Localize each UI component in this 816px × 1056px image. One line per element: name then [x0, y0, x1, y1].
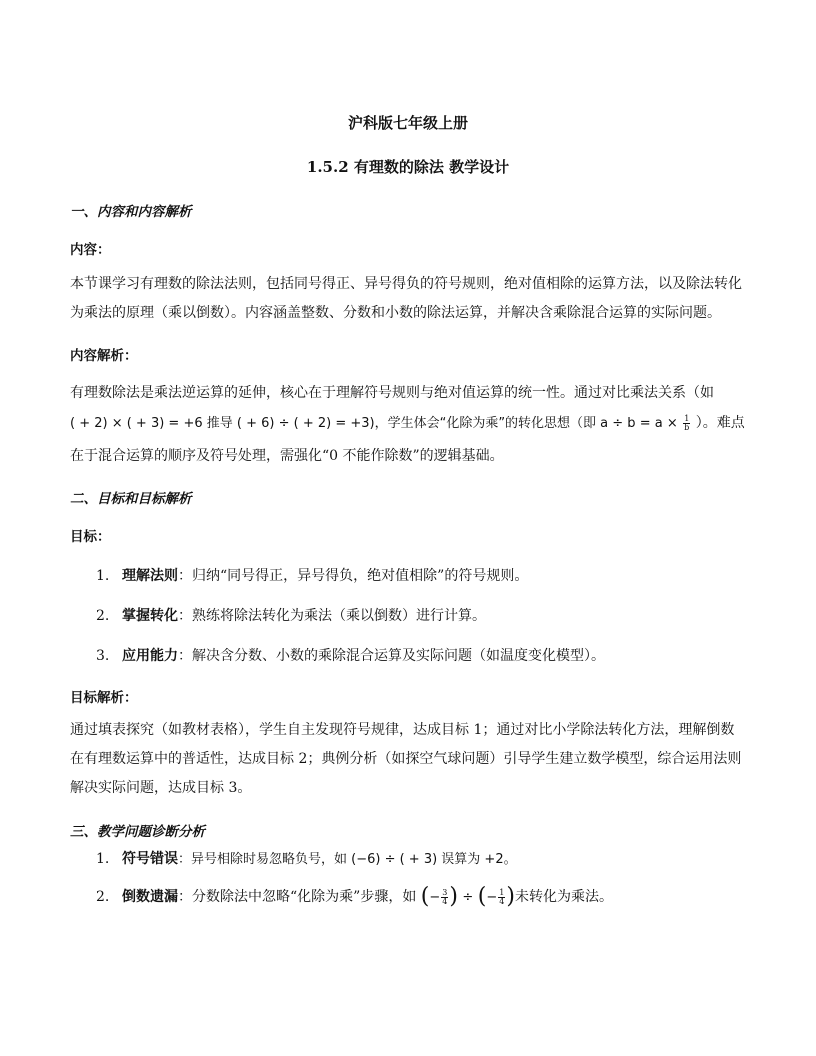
diagnosis-item-text: ：异号相除时易忽略负号，如 (−6) ÷ ( + 3) 误算为 +2。	[178, 852, 517, 867]
list-number: 1.	[96, 568, 110, 584]
analysis-line-2-tail: ）。难点	[695, 415, 745, 431]
diagnosis-item-bold: 倒数遗漏	[122, 889, 178, 905]
diagnosis-item-bold: 符号错误	[122, 851, 178, 867]
list-number: 2.	[96, 889, 110, 905]
content-analysis-label: 内容解析：	[70, 348, 138, 364]
goal-item-text: ：解决含分数、小数的乘除混合运算及实际问题（如温度变化模型）。	[178, 648, 605, 664]
content-paragraph: 本节课学习有理数的除法法则，包括同号得正、异号得负的符号规则，绝对值相除的运算方法，以及除法转化为乘法的原理（乘以倒数）。内容涵盖整数、分数和小数的除法运算，并解决含乘除混合运算的实际问题。	[70, 276, 742, 321]
goal-label: 目标：	[70, 529, 111, 545]
section-heading-content: 一、内容和内容解析	[70, 204, 192, 220]
right-paren: )	[506, 884, 515, 909]
diagnosis-item-1	[96, 848, 517, 868]
doc-title: 沪科版七年级上册	[347, 114, 468, 132]
fraction-one-over-b: $\frac{1}{b}$	[684, 413, 690, 432]
diagnosis-item-2	[96, 886, 613, 908]
analysis-formula: ( + 2) × ( + 3) = +6 推导 ( + 6) ÷ ( + 2) = +3)，学生体会“化除为乘”的转化思想（即 a ÷ b = a ×	[70, 416, 678, 431]
left-paren: (	[420, 884, 430, 909]
section-heading-diagnosis: 三、教学问题诊断分析	[70, 824, 205, 840]
list-number: 2.	[96, 608, 110, 624]
diagnosis-item-text: ：分数除法中忽略“化除为乘”步骤，如	[178, 889, 417, 905]
analysis-line-3: 在于混合运算的顺序及符号处理，需强化“0 不能作除数”的逻辑基础。	[70, 448, 504, 464]
goal-analysis-paragraph: 通过填表探究（如教材表格），学生自主发现符号规律，达成目标 1；通过对比小学除法转化方法，理解倒数在有理数运算中的普适性，达成目标 2；典例分析（如探空气球问题）引导学生建立数学模型，综合运用法则解决实际问题，达成目标 3。	[70, 722, 742, 796]
fraction-1-4: $\frac{1}{4}$	[499, 887, 505, 906]
goal-item-1	[96, 565, 528, 585]
divide-sign: ÷	[462, 890, 474, 905]
analysis-line-1: 有理数除法是乘法逆运算的延伸，核心在于理解符号规则与绝对值运算的统一性。通过对比乘法关系（如	[70, 385, 714, 401]
fraction-3-4: $\frac{3}{4}$	[442, 887, 448, 906]
left-paren: (	[477, 884, 487, 909]
content-label: 内容：	[70, 242, 111, 258]
goal-item-3	[96, 645, 605, 665]
diagnosis-item-tail: 未转化为乘法。	[514, 889, 613, 905]
goal-item-bold: 应用能力	[122, 648, 178, 664]
goal-item-text: ：熟练将除法转化为乘法（乘以倒数）进行计算。	[178, 608, 486, 624]
goal-item-bold: 掌握转化	[122, 608, 178, 624]
goal-item-2	[96, 605, 486, 625]
list-number: 1.	[96, 851, 110, 867]
analysis-line-2	[70, 412, 745, 432]
goal-analysis-label: 目标解析：	[70, 690, 138, 706]
section-heading-goals: 二、目标和目标解析	[70, 491, 192, 507]
goal-item-text: ：归纳“同号得正，异号得负，绝对值相除”的符号规则。	[178, 568, 529, 584]
goal-item-bold: 理解法则	[122, 568, 178, 584]
minus-sign: −	[486, 890, 498, 905]
minus-sign: −	[429, 890, 441, 905]
right-paren: )	[449, 884, 458, 909]
list-number: 3.	[96, 648, 110, 664]
doc-subtitle: 1.5.2 有理数的除法 教学设计	[306, 158, 510, 176]
